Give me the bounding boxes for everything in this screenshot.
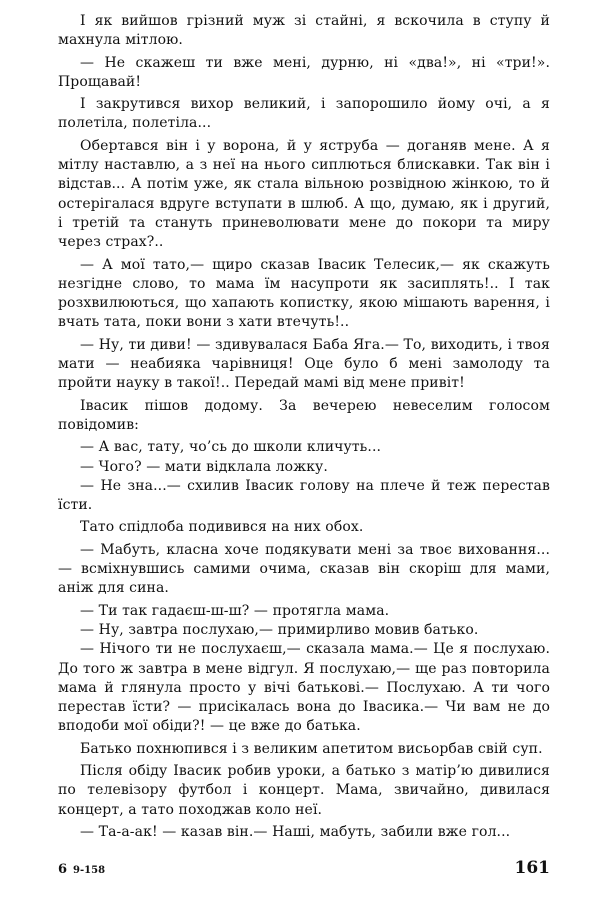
paragraph: — А мої тато,— щиро сказав Івасик Телесик,— як скажуть незгідне слово, то мама їм насупроти як засиплять!.. І так розхвилюються, що хапають копистку, якою мішають варення, і вчать тата, поки вони з хати втечуть!..	[58, 256, 550, 331]
paragraph: — Ну, завтра послухаю,— примирливо мовив батько.	[80, 621, 479, 638]
paragraph: — Не зна...— схилив Івасик голову на плече й теж перестав їсти.	[58, 477, 550, 514]
paragraph: — Нічого ти не послухаєш,— сказала мама.— Це я послухаю. До того ж завтра в мене відгул. Я послухаю,— ще раз повторила мама й глянула просто у вічі батькові.— Послухаю. А ти чого перестав їсти? — присікалась вона до Івасика.— Чи вам не до вподоби мої обіди?! — це вже до батька.	[58, 641, 550, 735]
paragraph: І як вийшов грізний муж зі стайні, я вскочила в ступу й махнула мітлою.	[58, 13, 550, 49]
paragraph: — Мабуть, класна хоче подякувати мені за твоє виховання...— всміхнувшись самими очима, сказав він скоріш для мами, аніж для сина.	[58, 541, 550, 597]
paragraph: — Ти так гадаєш-ш-ш? — протягла мама.	[80, 602, 390, 619]
signature-number: 6	[58, 862, 68, 877]
paragraph: Івасик пішов додому. За вечерею невеселим голосом повідомив:	[58, 397, 550, 433]
paragraph: — Не скажеш ти вже мені, дурню, ні «два!», ні «три!». Прощавай!	[58, 54, 550, 90]
paragraph: — Ну, ти диви! — здивувалася Баба Яга.— То, виходить, і твоя мати — неабияка чарівниця! Оце було б мені замолоду та пройти науку в такої!.. Передай мамі від мене привіт!	[58, 336, 550, 392]
paragraph: І закрутився вихор великий, і запорошило йому очі, а я полетіла, полетіла...	[58, 96, 550, 132]
paragraph: Після обіду Івасик робив уроки, а батько з матір’ю дивилися по телевізору футбол і концерт. Мама, звичайно, дивилася концерт, а тато походжав коло неї.	[58, 762, 550, 818]
paragraph: Обертався він і у ворона, й у яструба — доганяв мене. А я мітлу наставлю, а з неї на нього сиплються блискавки. Так він і відстав... А потім уже, як стала вільною розвідною жінкою, то й остерігалася вдруге вступати в шлюб. А що, думаю, як і другий, і третій та стануть приневолювати мене до покори та миру через страх?..	[58, 137, 550, 251]
paragraph: — Чого? — мати відклала ложку.	[80, 458, 328, 475]
page-text	[58, 12, 550, 842]
paragraph: Тато спідлоба подивився на них обох.	[80, 519, 364, 536]
page-number: 161	[514, 858, 550, 878]
printer-signature	[58, 862, 105, 877]
signature-code: 9-158	[73, 865, 106, 876]
page-footer	[58, 858, 550, 878]
paragraph: — А вас, тату, чо’сь до школи кличуть...	[80, 439, 382, 456]
paragraph: Батько похнюпився і з великим апетитом висьорбав свій суп.	[80, 740, 543, 757]
paragraph: — Та-а-ак! — казав він.— Наші, мабуть, забили вже гол...	[80, 823, 511, 840]
